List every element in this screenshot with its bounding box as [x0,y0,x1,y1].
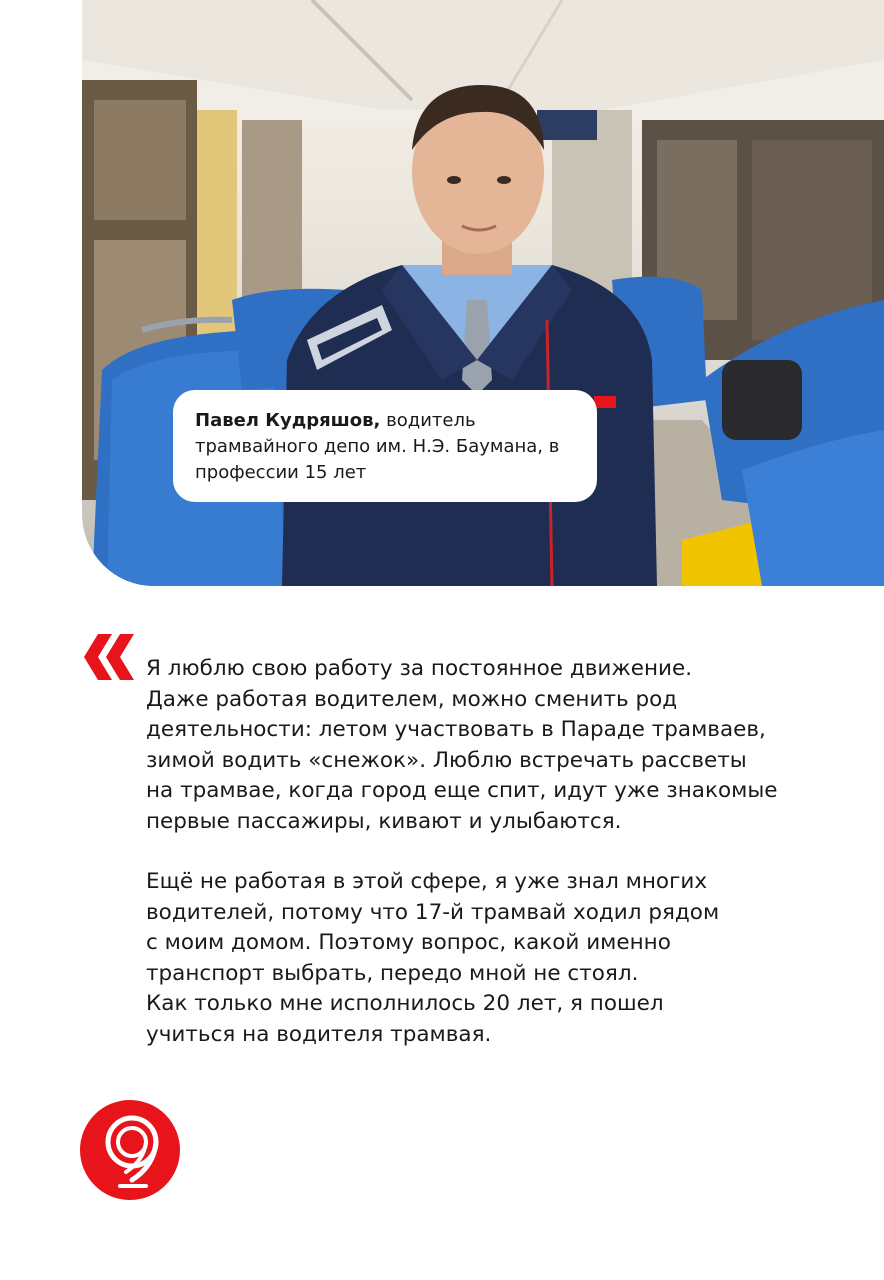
caption-text: водитель трамвайного депо им. Н.Э. Баумана, в профессии 15 лет [195,410,560,483]
quote-text [146,654,846,1080]
quote-paragraph-1: Я люблю свою работу за постоянное движение. Даже работая водителем, можно сменить род деятельности: летом участвовать в Параде трамваев, зимой водить «снежок». Люблю встречать рассветы на трамвае, когда город еще спит, идут уже знакомые первые пассажиры, кивают и улыбаются. [146,656,778,834]
caption-name: Павел Кудряшов, [195,410,381,431]
quote-paragraph-2: Ещё не работая в этой сфере, я уже знал многих водителей, потому что 17-й трамвай ходил рядом с моим домом. Поэтому вопрос, какой именно транспорт выбрать, передо мной не стоял. Как только мне исполнилось 20 лет, я пошел учиться на водителя трамвая. [146,869,720,1047]
transport-logo-icon [80,1100,180,1200]
quote-mark-icon [84,634,134,680]
photo-caption [173,390,597,502]
